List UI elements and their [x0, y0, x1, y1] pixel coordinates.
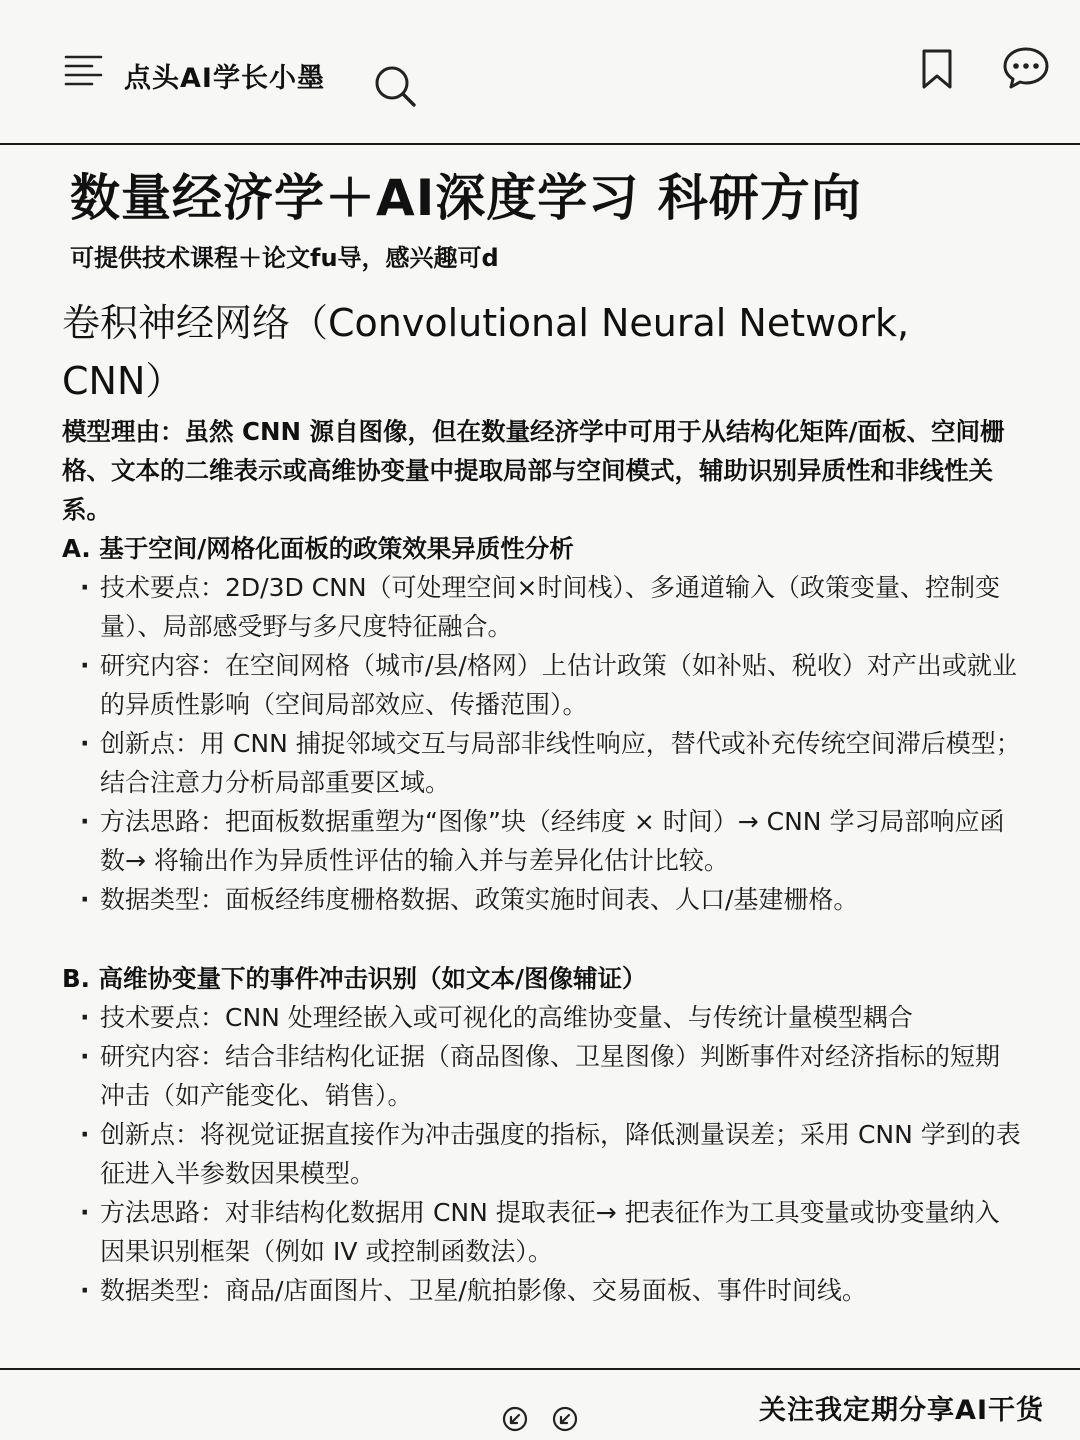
list-item-text: 数据类型：商品/店面图片、卫星/航拍影像、交易面板、事件时间线。	[100, 1276, 867, 1305]
bullet-marker: ·	[80, 1042, 90, 1071]
list-item	[62, 998, 1022, 1037]
list-item-text: 研究内容：结合非结构化证据（商品图像、卫星图像）判断事件对经济指标的短期冲击（如产能变化、销售）。	[100, 1042, 1001, 1110]
list-item	[62, 880, 1022, 919]
list-item-text: 方法思路：对非结构化数据用 CNN 提取表征→ 把表征作为工具变量或协变量纳入因果识别框架（例如 IV 或控制函数法）。	[100, 1198, 1000, 1266]
brand-name: 点头AI学长小墨	[124, 63, 325, 94]
list-item-text: 创新点：用 CNN 捕捉邻域交互与局部非线性响应，替代或补充传统空间滞后模型；结合注意力分析局部重要区域。	[100, 729, 1021, 797]
list-item-text: 方法思路：把面板数据重塑为“图像”块（经纬度 × 时间）→ CNN 学习局部响应函数→ 将输出作为异质性评估的输入并与差异化估计比较。	[100, 807, 1005, 875]
part-b-list	[62, 998, 1022, 1310]
list-item-text: 技术要点：CNN 处理经嵌入或可视化的高维协变量、与传统计量模型耦合	[100, 1003, 913, 1032]
bullet-marker: ·	[80, 1003, 90, 1032]
page-subtitle: 可提供技术课程＋论文fu导，感兴趣可d	[70, 244, 499, 272]
list-item	[62, 724, 1022, 802]
next-page-icon[interactable]	[552, 1406, 578, 1432]
list-item-text: 研究内容：在空间网格（城市/县/格网）上估计政策（如补贴、税收）对产出或就业的异质性影响（空间局部效应、传播范围）。	[100, 651, 1017, 719]
list-item	[62, 1271, 1022, 1310]
list-item	[62, 1115, 1022, 1193]
search-icon[interactable]	[372, 64, 418, 110]
model-rationale: 模型理由：虽然 CNN 源自图像，但在数量经济学中可用于从结构化矩阵/面板、空间栅格、文本的二维表示或高维协变量中提取局部与空间模式，辅助识别异质性和非线性关系。	[62, 417, 1005, 524]
bullet-marker: ·	[80, 651, 90, 680]
bullet-marker: ·	[80, 729, 90, 758]
menu-icon[interactable]	[64, 54, 104, 88]
list-item-text: 技术要点：2D/3D CNN（可处理空间×时间栈）、多通道输入（政策变量、控制变量）、局部感受野与多尺度特征融合。	[100, 573, 1000, 641]
bullet-marker: ·	[80, 1198, 90, 1227]
list-item	[62, 1037, 1022, 1115]
list-item	[62, 568, 1022, 646]
part-b-heading: B. 高维协变量下的事件冲击识别（如文本/图像辅证）	[62, 964, 647, 993]
bullet-marker: ·	[80, 1276, 90, 1305]
prev-page-icon[interactable]	[502, 1406, 528, 1432]
part-a-list	[62, 568, 1022, 919]
list-item-text: 数据类型：面板经纬度栅格数据、政策实施时间表、人口/基建栅格。	[100, 885, 859, 914]
bullet-marker: ·	[80, 807, 90, 836]
list-item	[62, 1193, 1022, 1271]
list-item	[62, 802, 1022, 880]
bullet-marker: ·	[80, 885, 90, 914]
footer-slogan: 关注我定期分享AI干货	[759, 1395, 1044, 1426]
footer-bar	[0, 1368, 1080, 1440]
section-heading: 卷积神经网络（Convolutional Neural Network, CNN）	[62, 301, 910, 403]
article-body	[62, 162, 1022, 1310]
list-item-text: 创新点：将视觉证据直接作为冲击强度的指标，降低测量误差；采用 CNN 学到的表征进入半参数因果模型。	[100, 1120, 1021, 1188]
bookmark-icon[interactable]	[918, 48, 956, 90]
list-item	[62, 646, 1022, 724]
part-a-heading: A. 基于空间/网格化面板的政策效果异质性分析	[62, 534, 574, 563]
chat-icon[interactable]	[1002, 46, 1050, 90]
top-bar	[0, 0, 1080, 145]
bullet-marker: ·	[80, 1120, 90, 1149]
bullet-marker: ·	[80, 573, 90, 602]
page-title: 数量经济学＋AI深度学习 科研方向	[70, 169, 862, 227]
